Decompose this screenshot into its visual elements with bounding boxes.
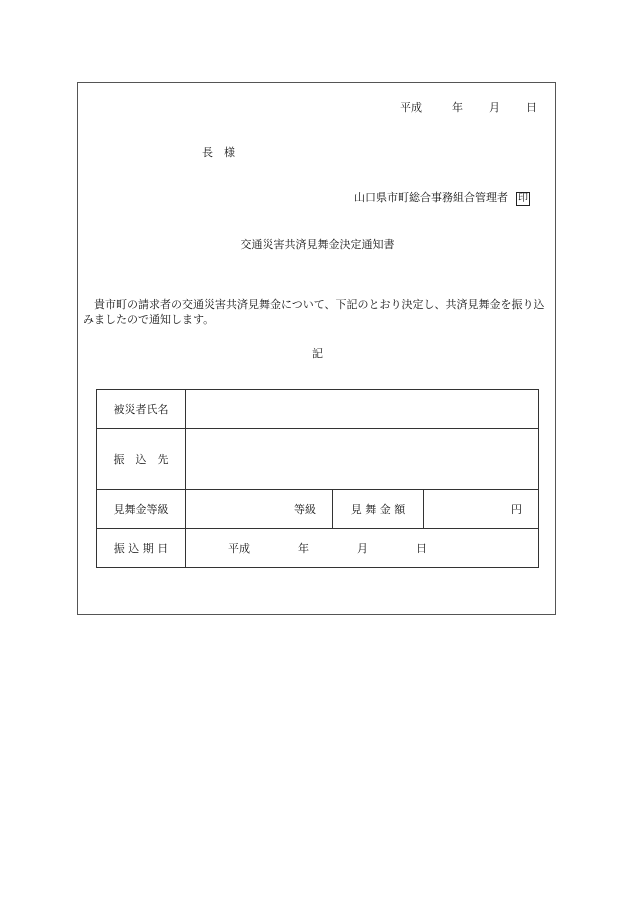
transfer-year-unit: 年: [298, 542, 309, 555]
transfer-to-label: 振 込 先: [97, 429, 186, 490]
document-frame: [77, 82, 556, 615]
table-row: [97, 429, 539, 490]
date-era: 平成: [400, 101, 422, 114]
seal-mark: 印: [518, 193, 528, 204]
body-text: 貴市町の請求者の交通災害共済見舞金について、下記のとおり決定し、共済見舞金を振り込みましたので通知します。: [83, 298, 545, 326]
document-title: 交通災害共済見舞金決定通知書: [240, 238, 395, 251]
transfer-date-label: 振 込 期 日: [97, 529, 186, 568]
grade-field[interactable]: [186, 490, 333, 529]
victim-name-field[interactable]: [186, 390, 539, 429]
date-day-unit: 日: [526, 101, 537, 114]
transfer-era: 平成: [228, 542, 250, 555]
table-row: [97, 490, 539, 529]
addressee: 長 様: [202, 146, 235, 159]
sender-name: 山口県市町総合事務組合管理者: [354, 191, 508, 204]
transfer-day-unit: 日: [416, 542, 427, 555]
victim-name-label: 被災者氏名: [97, 390, 186, 429]
amount-field[interactable]: [424, 490, 539, 529]
date-year-unit: 年: [452, 101, 463, 114]
amount-label: 見 舞 金 額: [333, 490, 424, 529]
transfer-to-field[interactable]: [186, 429, 539, 490]
table-row: [97, 390, 539, 429]
sender: [354, 191, 530, 206]
issue-date: [400, 101, 537, 115]
table-row: [97, 529, 539, 568]
amount-unit: 円: [511, 503, 522, 516]
transfer-date-field[interactable]: [186, 529, 539, 568]
date-month-unit: 月: [489, 101, 500, 114]
grade-label: 見舞金等級: [97, 490, 186, 529]
transfer-month-unit: 月: [357, 542, 368, 555]
details-table: [96, 389, 539, 568]
ki-heading: 記: [312, 347, 323, 360]
grade-unit: 等級: [294, 503, 316, 516]
